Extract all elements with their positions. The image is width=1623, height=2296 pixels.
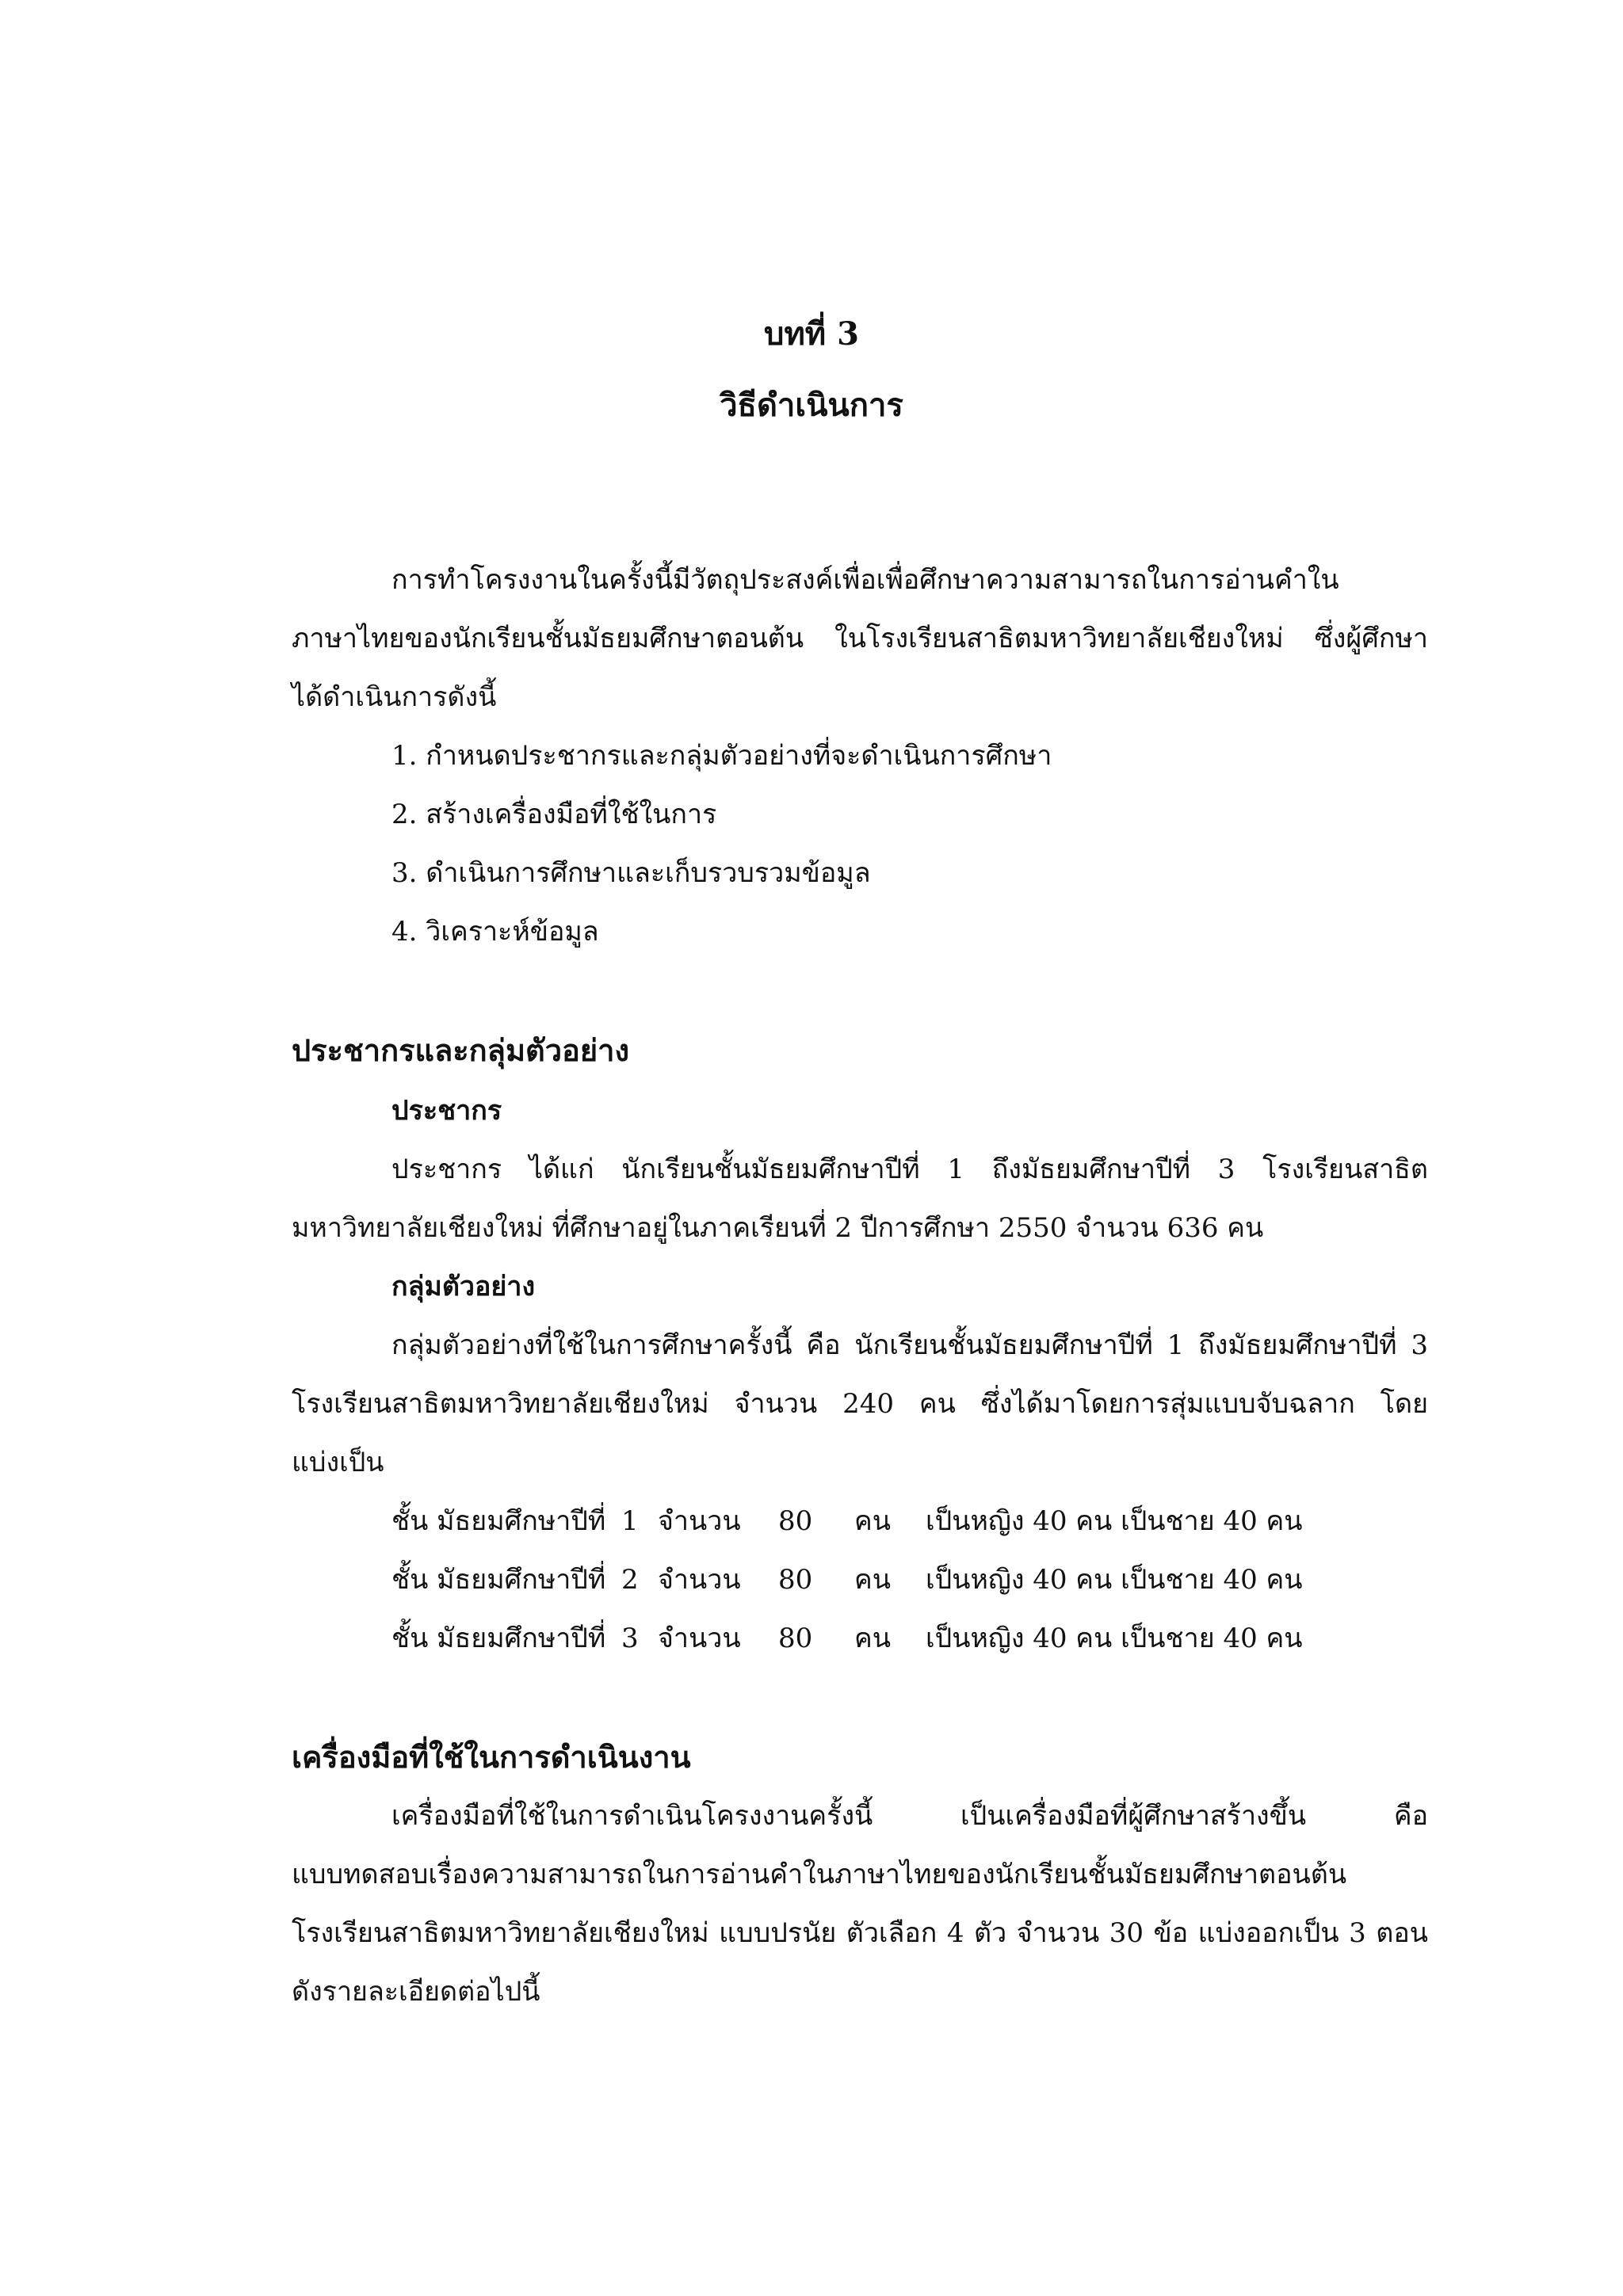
section-heading-population: ประชากรและกลุ่มตัวอย่าง (292, 1032, 630, 1068)
grade-count-label: จำนวน (658, 1564, 741, 1596)
grade-num: 2 (621, 1564, 639, 1596)
grade-unit: คน (854, 1623, 891, 1654)
grade-count: 80 (778, 1623, 813, 1654)
tools-line-4: ดังรายละเอียดต่อไปนี้ (292, 1976, 540, 2008)
chapter-title: วิธีดำเนินการ (720, 387, 903, 424)
intro-line-1: การทำโครงงานในครั้งนี้มีวัตถุประสงค์เพื่อเพื่อศึกษาความสามารถในการอ่านคำใน (391, 564, 1339, 596)
grade-num: 1 (621, 1505, 639, 1537)
grade-unit: คน (854, 1505, 891, 1537)
grade-unit: คน (854, 1564, 891, 1596)
section-heading-tools: เครื่องมือที่ใช้ในการดำเนินงาน (292, 1739, 691, 1775)
tools-line-2: แบบทดสอบเรื่องความสามารถในการอ่านคำในภาษาไทยของนักเรียนชั้นมัธยมศึกษาตอนต้น (292, 1859, 1347, 1890)
population-line-2: มหาวิทยาลัยเชียงใหม่ ที่ศึกษาอยู่ในภาคเรียนที่ 2 ปีการศึกษา 2550 จำนวน 636 คน (292, 1212, 1264, 1244)
sample-line-1: กลุ่มตัวอย่างที่ใช้ในการศึกษาครั้งนี้ คือ นักเรียนชั้นมัธยมศึกษาปีที่ 1 ถึงมัธยมศึกษาปีที่ 3 (391, 1329, 1428, 1361)
grade-level: ชั้น มัธยมศึกษาปีที่ (391, 1564, 606, 1596)
grade-row-3 (391, 1615, 1342, 1662)
intro-line-3: ได้ดำเนินการดังนี้ (292, 681, 497, 713)
grade-count-label: จำนวน (658, 1623, 741, 1654)
grade-row-1 (391, 1497, 1342, 1545)
subheading-sample: กลุ่มตัวอย่าง (391, 1271, 536, 1302)
step-item-2: 2. สร้างเครื่องมือที่ใช้ในการ (391, 799, 717, 830)
step-item-1: 1. กำหนดประชากรและกลุ่มตัวอย่างที่จะดำเนินการศึกษา (391, 740, 1052, 772)
grade-count: 80 (778, 1505, 813, 1537)
population-line-1: ประชากร ได้แก่ นักเรียนชั้นมัธยมศึกษาปีที่ 1 ถึงมัธยมศึกษาปีที่ 3 โรงเรียนสาธิต (391, 1154, 1428, 1185)
subheading-population: ประชากร (391, 1095, 502, 1127)
grade-row-2 (391, 1556, 1342, 1604)
tools-line-1: เครื่องมือที่ใช้ในการดำเนินโครงงานครั้งนี้ เป็นเครื่องมือที่ผู้ศึกษาสร้างขึ้น คือ (391, 1800, 1428, 1832)
intro-line-2: ภาษาไทยของนักเรียนชั้นมัธยมศึกษาตอนต้น ในโรงเรียนสาธิตมหาวิทยาลัยเชียงใหม่ ซึ่งผู้ศึกษา (292, 623, 1428, 654)
grade-num: 3 (621, 1623, 639, 1654)
grade-level: ชั้น มัธยมศึกษาปีที่ (391, 1505, 606, 1537)
chapter-number: บทที่ 3 (764, 315, 859, 353)
grade-count-label: จำนวน (658, 1505, 741, 1537)
grade-detail: เป็นหญิง 40 คน เป็นชาย 40 คน (926, 1564, 1303, 1596)
tools-line-3: โรงเรียนสาธิตมหาวิทยาลัยเชียงใหม่ แบบปรนัย ตัวเลือก 4 ตัว จำนวน 30 ข้อ แบ่งออกเป็น 3 ตอน (292, 1917, 1428, 1949)
step-item-4: 4. วิเคราะห์ข้อมูล (391, 916, 599, 948)
grade-count: 80 (778, 1564, 813, 1596)
grade-detail: เป็นหญิง 40 คน เป็นชาย 40 คน (926, 1505, 1303, 1537)
grade-detail: เป็นหญิง 40 คน เป็นชาย 40 คน (926, 1623, 1303, 1654)
sample-line-2: โรงเรียนสาธิตมหาวิทยาลัยเชียงใหม่ จำนวน 240 คน ซึ่งได้มาโดยการสุ่มแบบจับฉลาก โดย (292, 1388, 1428, 1420)
grade-level: ชั้น มัธยมศึกษาปีที่ (391, 1623, 606, 1654)
sample-line-3: แบ่งเป็น (292, 1447, 384, 1478)
step-item-3: 3. ดำเนินการศึกษาและเก็บรวบรวมข้อมูล (391, 857, 871, 889)
